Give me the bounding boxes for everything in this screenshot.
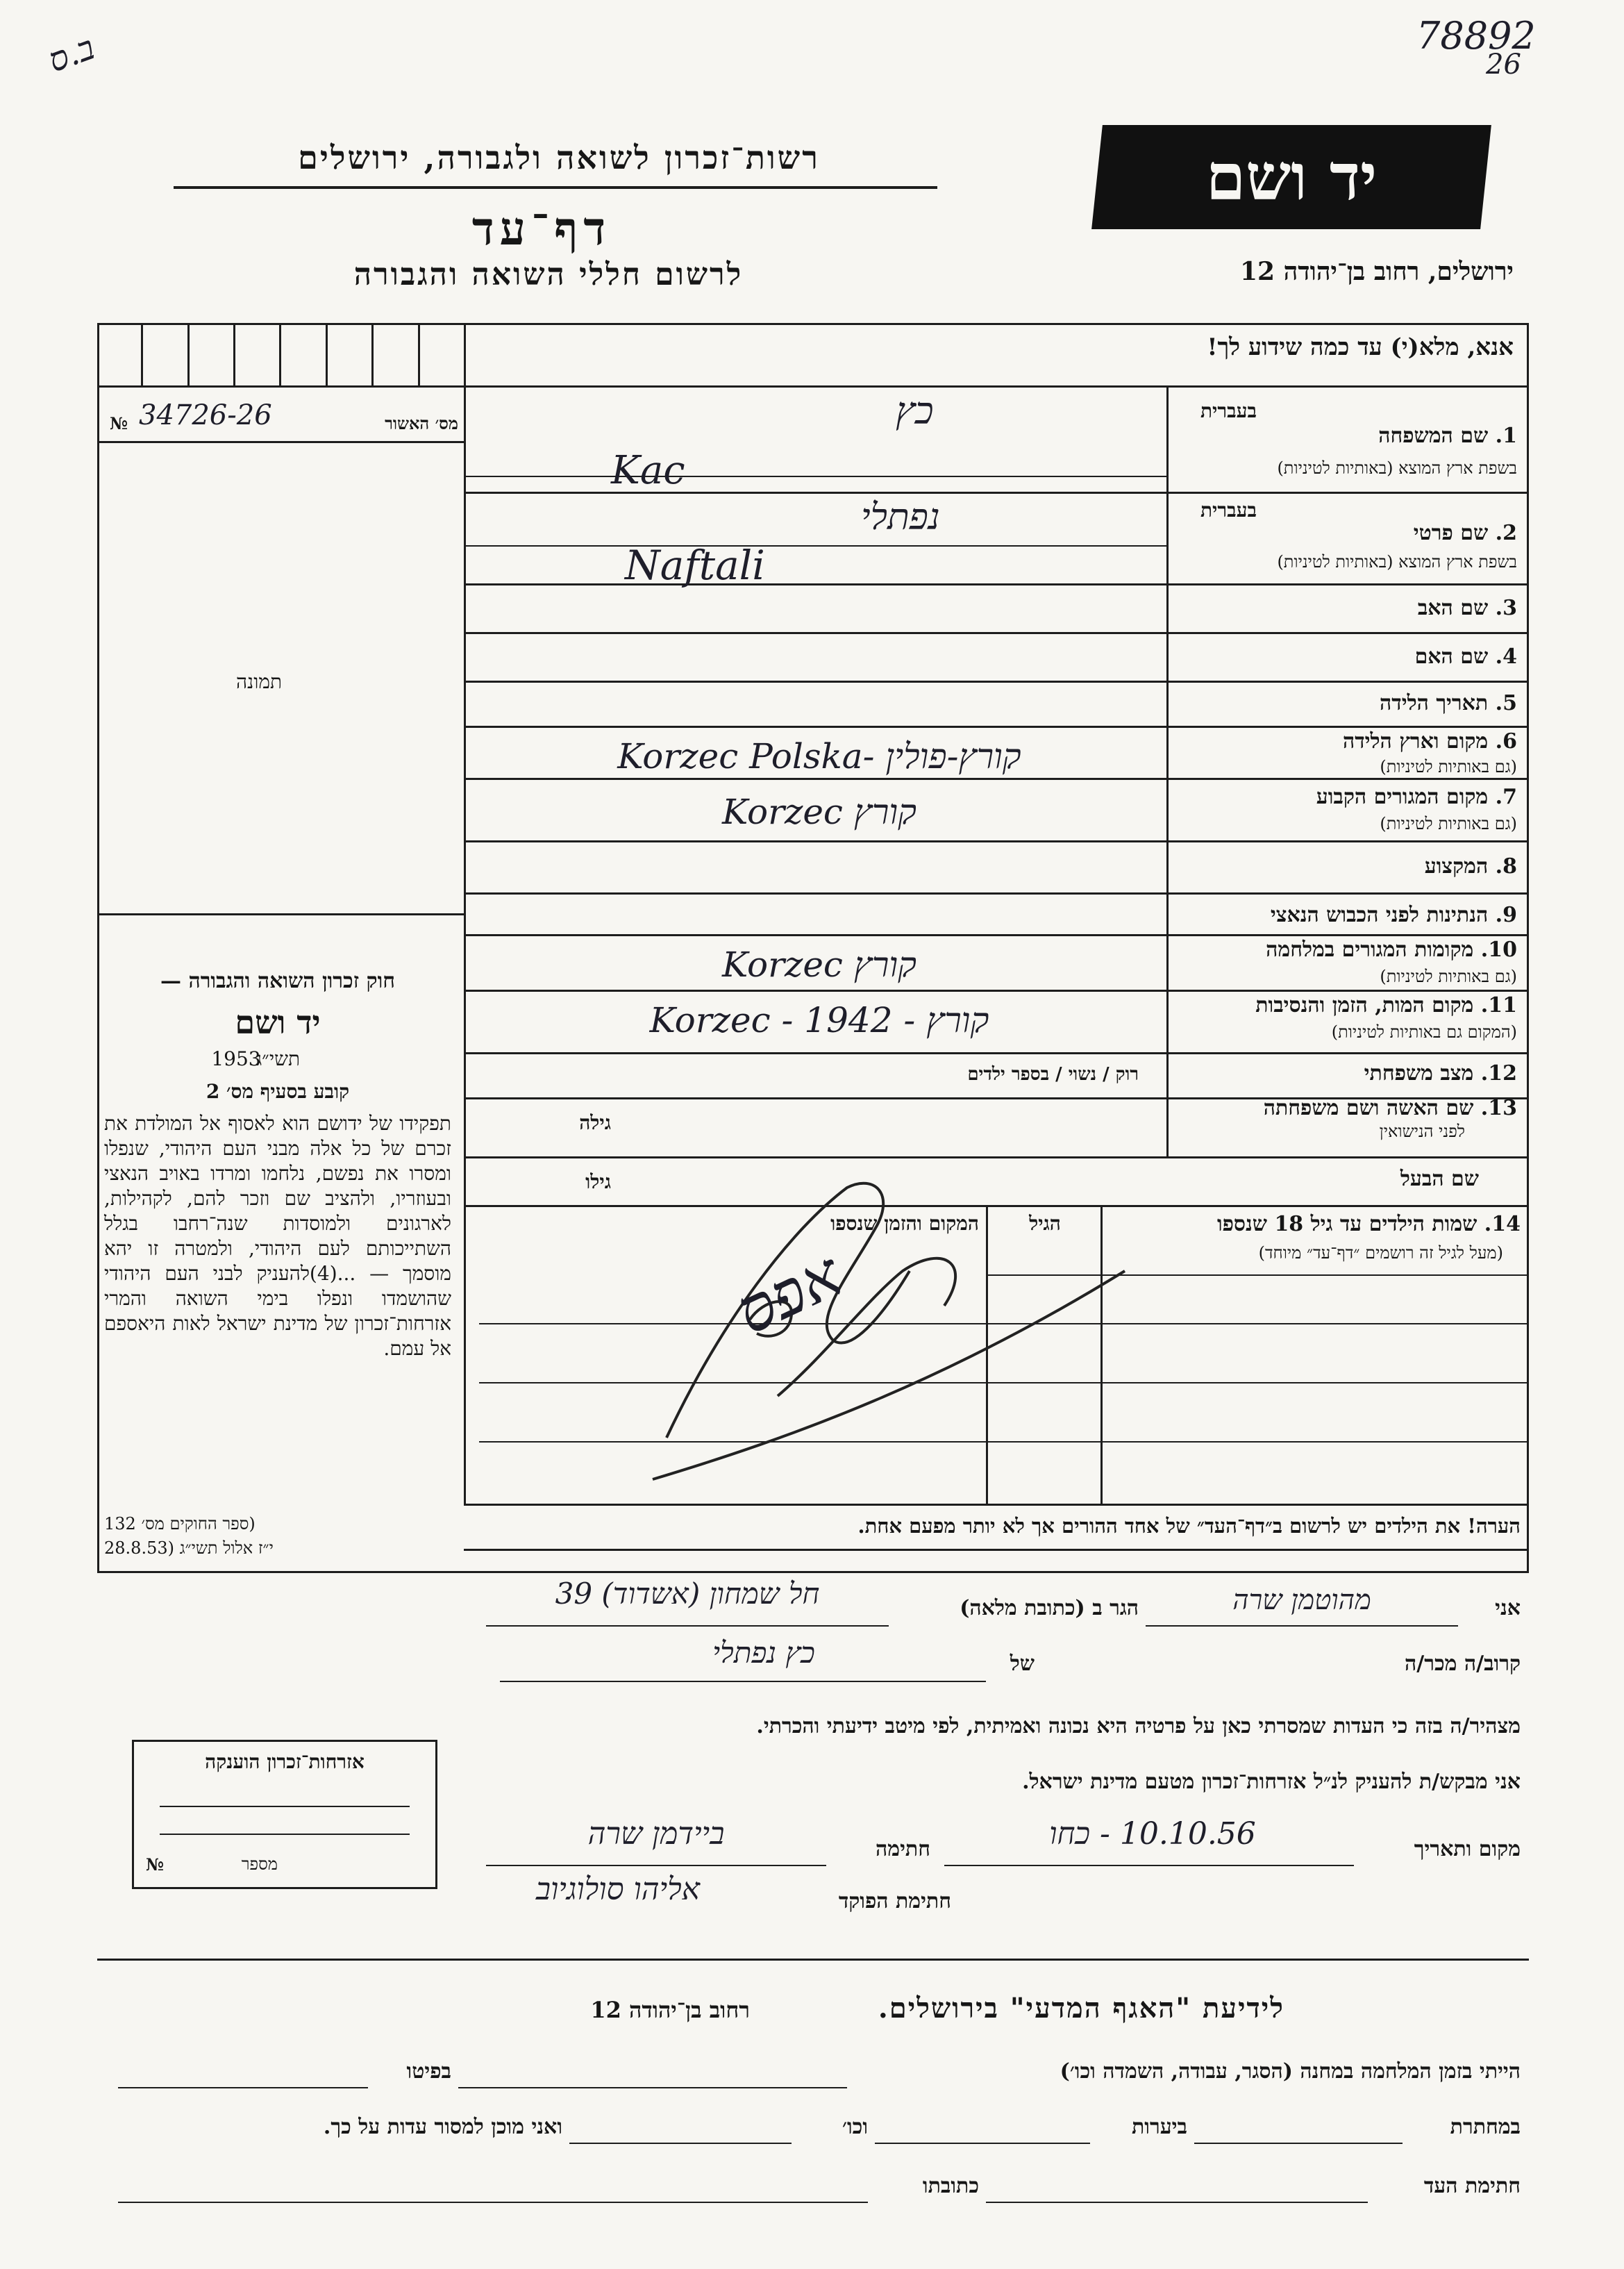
decl-request: אני מבקש/ת להעניק לנ״ל אזרחות־זכרון מטעם מדינת ישראל. [1022, 1770, 1521, 1794]
field-4-label [1173, 645, 1517, 669]
approval-label: מס׳ האשור [385, 413, 458, 433]
field-1-sub: בשפת ארץ המוצא (באותיות לטיניות) [1277, 458, 1517, 478]
field-3-num: 3. [1495, 596, 1517, 620]
children-col-place: המקום והזמן שנספו [830, 1212, 979, 1235]
law-title: חוק זכרון השואה והגבורה — [160, 969, 395, 993]
footer-address: רחוב בן־יהודה 12 [590, 1997, 750, 2023]
field-7-num: 7. [1495, 785, 1517, 809]
footer-forests-label: ביערות [1131, 2115, 1187, 2139]
field-5-text: תאריך הלידה [1380, 691, 1489, 715]
yad-vashem-logo [1091, 125, 1491, 229]
approval-number: 34726-26 [139, 399, 272, 431]
decl-officer-label: חתימת הפוקד [838, 1889, 951, 1913]
field-8-text: המקצוע [1424, 854, 1489, 879]
footer-etc-label: וכו׳ [842, 2115, 868, 2139]
field-2-sub: בשפת ארץ המוצא (באותיות לטיניות) [1277, 552, 1517, 572]
children-text: שמות הילדים עד גיל 18 שנספו [1216, 1212, 1477, 1236]
field-9-label [1173, 903, 1517, 927]
form-title: דף־עד [471, 201, 612, 256]
note: הערה! את הילדים יש לרשום ב״דף־העד״ של אחד ההורים אך לא יותר מפעם אחת. [857, 1514, 1521, 1538]
decl-statement: מצהיר/ה בזה כי העדות שמסרתי כאן על פרטיה היא נכונה ואמיתית, לפי מיטב ידיעתי והכרתי. [756, 1714, 1521, 1738]
decl-signature-label: חתימה [876, 1837, 930, 1861]
instruction: אנא, מלא(י) עד כמה שידוע לך! [1207, 333, 1514, 361]
decl-relative-label: קרוב/ה מכר/ה [1405, 1652, 1521, 1676]
citizenship-number-label: מספר [241, 1854, 278, 1874]
field-1-text: שם המשפחה [1378, 424, 1489, 448]
decl-officer-value[interactable]: אליהו סולוגיוב [535, 1872, 701, 1907]
field-9-num: 9. [1495, 903, 1517, 927]
children-crossout-text: אפס [725, 1238, 853, 1349]
field-7-sub: (גם באותיות לטיניות) [1380, 814, 1517, 833]
husband-name-label: שם הבעל [1400, 1167, 1479, 1191]
law-year-heb: תשי״ג [255, 1047, 301, 1070]
decl-place-date-value[interactable]: 10.10.56 - כחו [1049, 1816, 1256, 1852]
law-text: תפקידו של ידושם הוא לאסוף אל המולדת את זכרם של כל אלה מבני העם היהודי, שנפלו ומסרו את נפשם, נלחמו ומרדו באויב הנאצי ובעוזריו, ולהציב שם וזכר להם, לקהילות, לארגונים ולמוסדות שנה־רחבו בגלל השתייכותם לעם היהודי, ולמטרה זו יהא מוסמך — ...(4)להעניק לבני העם היהודי שהושמדו ונפלו בימי השואה והמרי אזרחות־זכרון של מדינת ישראל לאות היאספם אל עמם. [104, 1112, 451, 1360]
field-6-text: מקום וארץ הלידה [1342, 729, 1489, 754]
citizenship-title: אזרחות־זכרון הוענקה [205, 1750, 365, 1773]
decl-i-value[interactable]: מהוטמן שרה [1232, 1584, 1371, 1616]
field-12-label [1173, 1061, 1517, 1086]
decl-resides-label: הגר ב (כתובת מלאה) [960, 1596, 1139, 1620]
decl-of-label: של [1010, 1652, 1035, 1676]
decl-place-date-label: מקום ותאריך [1414, 1837, 1521, 1861]
footer-witness-sig-label: חתימת העד [1423, 2174, 1521, 2198]
decl-i-label: אני [1495, 1596, 1521, 1620]
authority-title: רשות־זכרון לשואה ולגבורה, ירושלים [298, 139, 820, 176]
field-11-label [1173, 993, 1517, 1017]
corner-number-2: 26 [1486, 49, 1521, 81]
law-year: 1953 [211, 1047, 261, 1070]
decl-signature-value[interactable]: ביידמן שרה [587, 1816, 725, 1852]
husband-age-label: גילו [585, 1170, 611, 1193]
field-3-text: שם האב [1417, 596, 1489, 620]
field-2-value-he[interactable]: נפתלי [861, 497, 940, 538]
children-col-age: הגיל [1029, 1212, 1061, 1235]
field-1-hebrew-tag: בעברית [1200, 399, 1257, 422]
field-5-label [1173, 691, 1517, 715]
field-8-num: 8. [1495, 854, 1517, 879]
law-reference-date: י״ז אלול תשי״ג (28.8.53 [104, 1538, 274, 1558]
decl-of-value[interactable]: כץ נפתלי [712, 1636, 815, 1670]
children-sub: (מעל לגיל זה רושמים ״דף־עד״ מיוחד) [1258, 1243, 1503, 1263]
field-10-value[interactable]: Korzec קורץ [721, 945, 916, 985]
footer-camp-line: הייתי בזמן המלחמה במחנה (הסגר, עבודה, השמדה וכו׳) [1060, 2059, 1521, 2084]
footer-address-label: כתובתו [922, 2174, 979, 2198]
wife-age-label: גילה [579, 1111, 611, 1134]
field-7-label [1173, 785, 1517, 809]
field-1-value-he[interactable]: כץ [896, 389, 934, 433]
children-crossout-scribble [583, 1146, 1208, 1507]
field-11-text: מקום המות, הזמן והנסיבות [1255, 993, 1474, 1017]
field-7-text: מקום המגורים הקבוע [1316, 785, 1489, 809]
law-reference: (ספר החוקים מס׳ 132 [104, 1514, 256, 1534]
footer-region-label: בפיטו [406, 2059, 451, 2084]
field-11-value[interactable]: Korzec - 1942 - קורץ [649, 1000, 989, 1040]
field-5-num: 5. [1495, 691, 1517, 715]
field-13-text: שם האשה ושם משפחתה [1263, 1096, 1474, 1120]
field-9-text: הנתינות לפני הכבוש הנאצי [1270, 903, 1489, 927]
corner-number: 78892 [1416, 14, 1536, 58]
field-8-label [1173, 854, 1517, 879]
top-left-mark: ב.ס [43, 28, 100, 81]
footer-ready-label: ואני מוכן למסור עדות על כך. [323, 2115, 562, 2139]
address: ירושלים, רחוב בן־יהודה 12 [1239, 257, 1514, 286]
field-10-label [1173, 938, 1517, 962]
approval-prefix: № [110, 413, 128, 433]
decl-resides-value[interactable]: חל שמחון (אשדוד) 39 [555, 1577, 820, 1611]
children-num: 14. [1484, 1212, 1521, 1236]
field-13-num: 13. [1480, 1096, 1517, 1120]
field-2-label [1173, 521, 1517, 545]
field-1-num: 1. [1495, 424, 1517, 448]
field-10-sub: (גם באותיות לטיניות) [1380, 967, 1517, 986]
field-4-text: שם האם [1414, 645, 1489, 669]
field-1-label [1173, 424, 1517, 448]
law-name: יד ושם [235, 1004, 321, 1041]
citizenship-prefix: № [146, 1854, 165, 1875]
field-2-value-latin[interactable]: Naftali [625, 542, 765, 589]
field-2-text: שם פרטי [1413, 521, 1489, 545]
field-1-value-latin[interactable]: Kac [611, 448, 685, 493]
form-subtitle: לרשום חללי השואה והגבורה [353, 257, 744, 292]
field-4-num: 4. [1495, 645, 1517, 669]
field-12-options[interactable]: רוק / נשוי / בספר ילדים [967, 1064, 1139, 1085]
field-10-num: 10. [1480, 938, 1517, 962]
logo-text: יד ושם [1205, 140, 1378, 215]
field-12-num: 12. [1480, 1061, 1517, 1086]
field-2-num: 2. [1495, 521, 1517, 545]
field-6-value[interactable]: Korzec Polska- קורץ-פולין [617, 736, 1021, 776]
field-11-num: 11. [1480, 993, 1517, 1017]
field-10-text: מקומות המגורים במלחמה [1266, 938, 1474, 962]
field-13-label [1173, 1096, 1517, 1120]
law-section: קובע בסעיף מס׳ 2 [206, 1080, 350, 1103]
footer-title: לידיעת "האגף המדעי" בירושלים. [878, 1992, 1284, 2025]
field-6-label [1173, 729, 1517, 754]
field-7-value[interactable]: Korzec קורץ [721, 792, 916, 832]
footer-underground-label: במחתרת [1450, 2115, 1521, 2139]
field-6-num: 6. [1495, 729, 1517, 754]
field-3-label [1173, 596, 1517, 620]
field-6-sub: (גם באותיות לטיניות) [1380, 757, 1517, 776]
field-11-sub: (המקום גם באותיות לטיניות) [1331, 1022, 1517, 1042]
photo-label: תמונה [236, 670, 283, 693]
field-13-sub: לפני הנישואין [1379, 1122, 1465, 1141]
field-2-hebrew-tag: בעברית [1200, 499, 1257, 522]
field-12-text: מצב משפחתי [1364, 1061, 1474, 1086]
